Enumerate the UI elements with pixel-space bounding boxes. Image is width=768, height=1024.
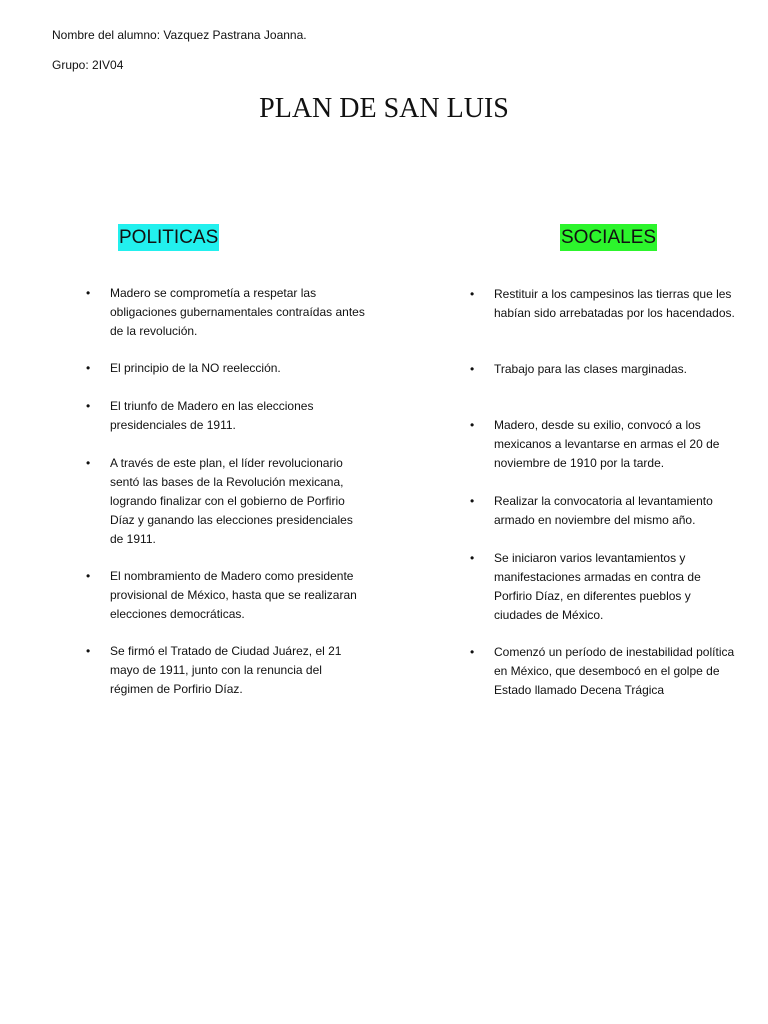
- list-item: [86, 284, 366, 341]
- group-label: Grupo:: [52, 58, 89, 72]
- bullet-icon: •: [86, 644, 91, 658]
- list-item-text: El triunfo de Madero en las elecciones presidenciales de 1911.: [110, 399, 314, 432]
- bullet-icon: •: [470, 645, 475, 659]
- list-item: [86, 642, 366, 699]
- bullet-icon: •: [470, 494, 475, 508]
- list-item: [86, 359, 366, 378]
- group-value: 2IV04: [92, 58, 124, 72]
- list-item-text: El nombramiento de Madero como presidente provisional de México, hasta que se realizaran elecciones democráticas.: [110, 569, 357, 621]
- list-item: [470, 492, 742, 530]
- bullet-icon: •: [470, 418, 475, 432]
- list-item: [86, 454, 366, 549]
- list-item: [470, 416, 742, 473]
- student-name: Vazquez Pastrana Joanna.: [163, 28, 307, 42]
- list-item: [470, 360, 742, 379]
- bullet-icon: •: [86, 569, 91, 583]
- bullet-icon: •: [470, 287, 475, 301]
- list-item-text: A través de este plan, el líder revolucionario sentó las bases de la Revolución mexicana, logrando finalizar con el gobierno de Porfirio Díaz y ganando las elecciones presidenciales de 1911.: [110, 456, 353, 546]
- heading-sociales: SOCIALES: [560, 224, 657, 251]
- list-item-text: Restituir a los campesinos las tierras que les habían sido arrebatadas por los hacendados.: [494, 287, 735, 320]
- list-item: [470, 549, 742, 625]
- bullet-icon: •: [86, 361, 91, 375]
- list-item-text: Se iniciaron varios levantamientos y manifestaciones armadas en contra de Porfirio Díaz, en diferentes pueblos y ciudades de México.: [494, 551, 701, 622]
- bullet-icon: •: [86, 286, 91, 300]
- group-line: [52, 58, 123, 72]
- list-item: [86, 397, 366, 435]
- student-label: Nombre del alumno:: [52, 28, 161, 42]
- list-item-text: Trabajo para las clases marginadas.: [494, 362, 687, 376]
- bullet-icon: •: [86, 456, 91, 470]
- list-item-text: Comenzó un período de inestabilidad política en México, que desembocó en el golpe de Estado llamado Decena Trágica: [494, 645, 735, 697]
- page-title: PLAN DE SAN LUIS: [259, 93, 509, 124]
- bullet-icon: •: [86, 399, 91, 413]
- bullet-icon: •: [470, 551, 475, 565]
- list-item-text: Madero, desde su exilio, convocó a los mexicanos a levantarse en armas el 20 de noviembre de 1910 por la tarde.: [494, 418, 720, 470]
- list-item-text: Madero se comprometía a respetar las obligaciones gubernamentales contraídas antes de la revolución.: [110, 286, 365, 338]
- bullet-icon: •: [470, 362, 475, 376]
- list-item-text: El principio de la NO reelección.: [110, 361, 281, 375]
- list-item: [86, 567, 366, 624]
- list-item: [470, 643, 742, 700]
- list-item-text: Realizar la convocatoria al levantamiento armado en noviembre del mismo año.: [494, 494, 713, 527]
- student-name-line: [52, 28, 307, 42]
- list-item-text: Se firmó el Tratado de Ciudad Juárez, el 21 mayo de 1911, junto con la renuncia del régimen de Porfirio Díaz.: [110, 644, 342, 696]
- list-item: [470, 285, 742, 323]
- heading-politicas: POLITICAS: [118, 224, 219, 251]
